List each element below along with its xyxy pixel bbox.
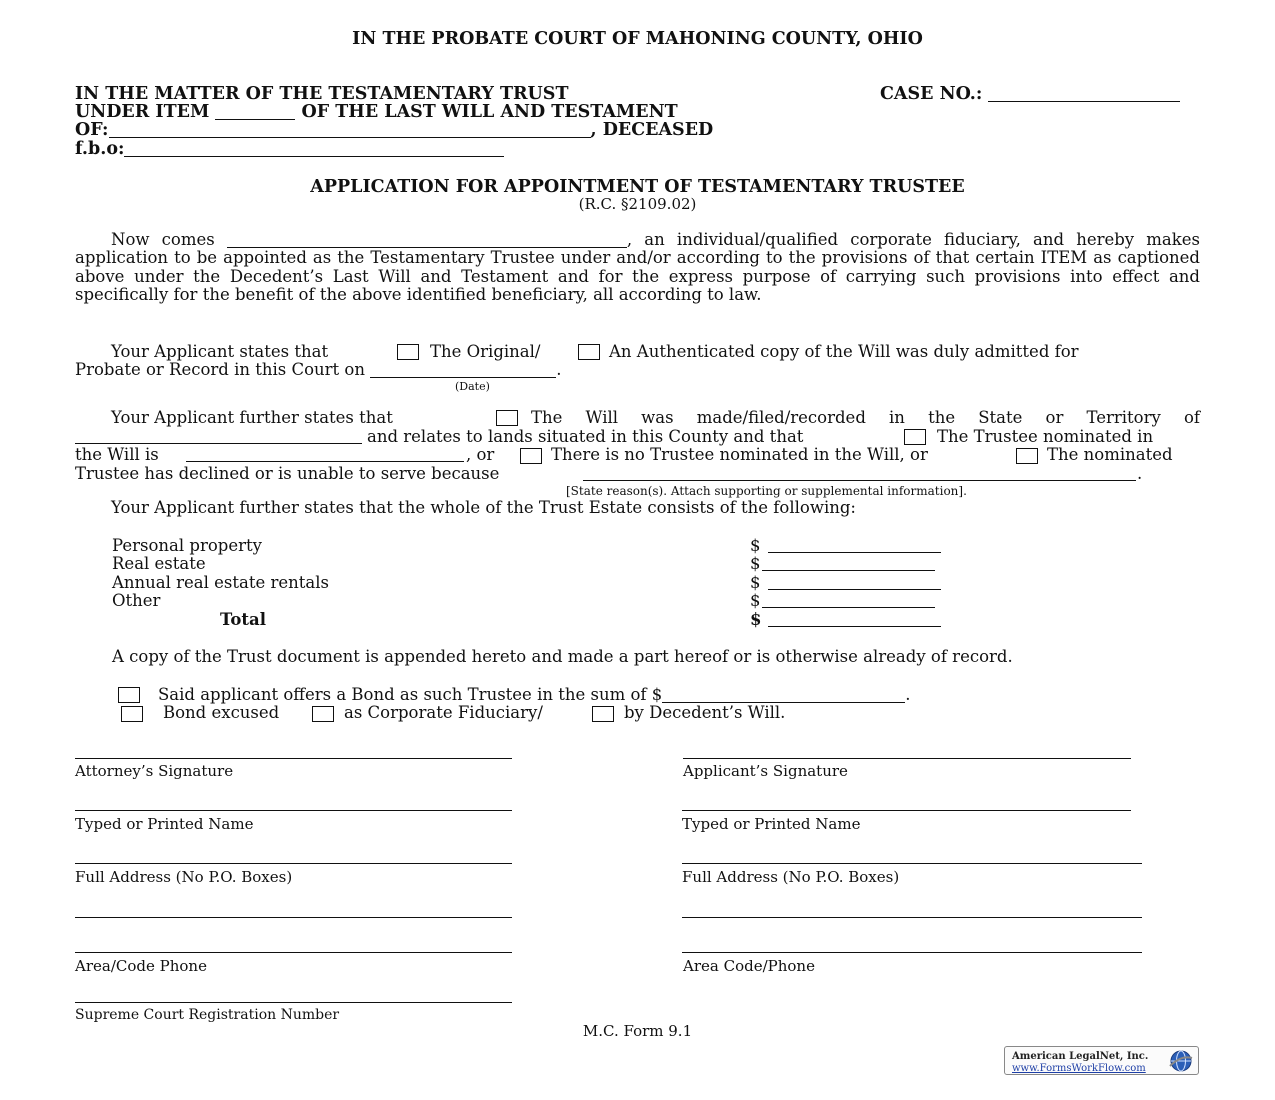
estate-total-label: Total bbox=[220, 610, 266, 629]
real-estate-amount-field[interactable] bbox=[762, 570, 935, 571]
statute-reference: (R.C. §2109.02) bbox=[578, 195, 697, 213]
will-made-label: The Will was made/filed/recorded in the State or Territory of bbox=[531, 408, 1200, 427]
nominated-label: The nominated bbox=[1047, 445, 1173, 464]
reason-field[interactable] bbox=[583, 480, 1136, 481]
logo-url-link[interactable]: www.FormsWorkFlow.com bbox=[1012, 1063, 1146, 1074]
applicant-address-label: Full Address (No P.O. Boxes) bbox=[682, 868, 900, 886]
decedents-will-label: by Decedent’s Will. bbox=[624, 703, 786, 722]
applicant-name-label: Typed or Printed Name bbox=[682, 815, 861, 833]
estate-intro: Your Applicant further states that the whole of the Trust Estate consists of the following: bbox=[111, 498, 856, 517]
form-number: M.C. Form 9.1 bbox=[582, 1022, 693, 1040]
attorney-name-label: Typed or Printed Name bbox=[75, 815, 254, 833]
corporate-fiduciary-label: as Corporate Fiduciary/ bbox=[344, 703, 543, 722]
attorney-address-line-2-field[interactable] bbox=[75, 917, 512, 918]
state-territory-field[interactable] bbox=[75, 443, 362, 444]
estate-currency-real: $ bbox=[750, 554, 761, 573]
reason-caption: [State reason(s). Attach supporting or supplemental information]. bbox=[566, 484, 967, 498]
date-caption: (Date) bbox=[455, 380, 490, 393]
caption-line-3: OF: , DECEASED bbox=[75, 120, 714, 140]
attorney-phone-label: Area/Code Phone bbox=[75, 957, 207, 975]
admission-date-field[interactable] bbox=[370, 363, 556, 378]
trustee-nominated-checkbox[interactable] bbox=[904, 429, 926, 445]
applicant-signature-field[interactable] bbox=[683, 758, 1131, 759]
registration-number-label: Supreme Court Registration Number bbox=[75, 1007, 340, 1023]
probate-record-line: Probate or Record in this Court on . bbox=[75, 360, 562, 379]
nominated-declined-checkbox[interactable] bbox=[1016, 448, 1038, 464]
estate-total-currency: $ bbox=[750, 610, 762, 629]
form-title: APPLICATION FOR APPOINTMENT OF TESTAMENTARY TRUSTEE bbox=[310, 177, 965, 197]
bond-offer-checkbox[interactable] bbox=[118, 687, 140, 703]
case-number-field[interactable] bbox=[988, 87, 1180, 102]
bond-offer-line: Said applicant offers a Bond as such Trustee in the sum of $ . bbox=[158, 685, 911, 704]
caption-line-4: f.b.o: bbox=[75, 141, 504, 159]
globe-icon bbox=[1168, 1049, 1194, 1073]
caption-line-1: IN THE MATTER OF THE TESTAMENTARY TRUST bbox=[75, 84, 569, 104]
applicant-phone-label: Area Code/Phone bbox=[683, 957, 815, 975]
fbo-field[interactable] bbox=[124, 142, 504, 157]
court-title: IN THE PROBATE COURT OF MAHONING COUNTY, OHIO bbox=[352, 29, 923, 49]
item-number-field[interactable] bbox=[215, 105, 295, 120]
estate-label-real: Real estate bbox=[112, 554, 206, 573]
application-paragraph: Now comes , an individual/qualified corporate fiduciary, and hereby makes application to be appointed as the Testamentary Trustee under and/or according to the provisions of that certain ITEM as captioned above under the Decedent’s Last Will and Testament and for the express purpose of carrying such provisions into effect and specifically for the benefit of the above identified beneficiary, all according to law. bbox=[75, 230, 1201, 305]
or-label: , or bbox=[466, 445, 495, 464]
will-is-label: the Will is bbox=[75, 445, 159, 464]
authenticated-copy-checkbox[interactable] bbox=[578, 344, 600, 360]
original-will-checkbox[interactable] bbox=[397, 344, 419, 360]
further-states-lead: Your Applicant further states that bbox=[111, 408, 393, 427]
attorney-address-label: Full Address (No P.O. Boxes) bbox=[75, 868, 293, 886]
registration-number-field[interactable] bbox=[75, 1002, 512, 1003]
estate-label-personal: Personal property bbox=[112, 536, 262, 555]
will-admitted-line: Your Applicant states that bbox=[111, 342, 329, 361]
estate-currency-personal: $ bbox=[750, 536, 761, 555]
rentals-amount-field[interactable] bbox=[768, 589, 941, 590]
attorney-signature-field[interactable] bbox=[75, 758, 512, 759]
attorney-address-field[interactable] bbox=[75, 863, 512, 864]
trustee-nominated-label: The Trustee nominated in bbox=[937, 427, 1154, 446]
estate-label-rentals: Annual real estate rentals bbox=[112, 573, 329, 592]
decedent-name-field[interactable] bbox=[109, 123, 591, 138]
applicant-address-line-2-field[interactable] bbox=[682, 917, 1142, 918]
will-made-checkbox[interactable] bbox=[496, 410, 518, 426]
bond-excused-checkbox[interactable] bbox=[121, 706, 143, 722]
authenticated-option-label: An Authenticated copy of the Will was duly admitted for bbox=[609, 342, 1079, 361]
bond-amount-field[interactable] bbox=[662, 688, 905, 703]
lands-label: and relates to lands situated in this County and that bbox=[367, 427, 804, 446]
applicant-phone-field[interactable] bbox=[682, 952, 1142, 953]
total-amount-field[interactable] bbox=[768, 626, 941, 627]
corporate-fiduciary-checkbox[interactable] bbox=[312, 706, 334, 722]
bond-excused-label: Bond excused bbox=[163, 703, 280, 722]
applicant-address-field[interactable] bbox=[682, 863, 1142, 864]
other-amount-field[interactable] bbox=[762, 607, 935, 608]
estate-currency-rentals: $ bbox=[750, 573, 761, 592]
applicant-signature-label: Applicant’s Signature bbox=[683, 762, 848, 780]
attorney-name-field[interactable] bbox=[75, 810, 512, 811]
personal-property-amount-field[interactable] bbox=[768, 552, 941, 553]
applicant-name-field[interactable] bbox=[227, 233, 627, 248]
original-option-label: The Original/ bbox=[430, 342, 541, 361]
caption-line-2: UNDER ITEM OF THE LAST WILL AND TESTAMENT bbox=[75, 102, 678, 122]
no-trustee-checkbox[interactable] bbox=[520, 448, 542, 464]
estate-label-other: Other bbox=[112, 591, 161, 610]
no-trustee-label: There is no Trustee nominated in the Will, or bbox=[551, 445, 928, 464]
attorney-signature-label: Attorney’s Signature bbox=[75, 762, 234, 780]
case-number: CASE NO.: bbox=[880, 86, 1180, 104]
nominated-trustee-field[interactable] bbox=[186, 461, 464, 462]
applicant-name-print-field[interactable] bbox=[682, 810, 1131, 811]
declined-label: Trustee has declined or is unable to serve because bbox=[75, 464, 500, 483]
legalnet-logo[interactable] bbox=[1004, 1046, 1199, 1075]
attorney-phone-field[interactable] bbox=[75, 952, 512, 953]
trust-copy-statement: A copy of the Trust document is appended hereto and made a part hereof or is otherwise already of record. bbox=[112, 647, 1013, 666]
decedents-will-checkbox[interactable] bbox=[592, 706, 614, 722]
estate-currency-other: $ bbox=[750, 591, 761, 610]
reason-period: . bbox=[1137, 464, 1143, 483]
logo-company-name: American LegalNet, Inc. bbox=[1012, 1051, 1149, 1062]
